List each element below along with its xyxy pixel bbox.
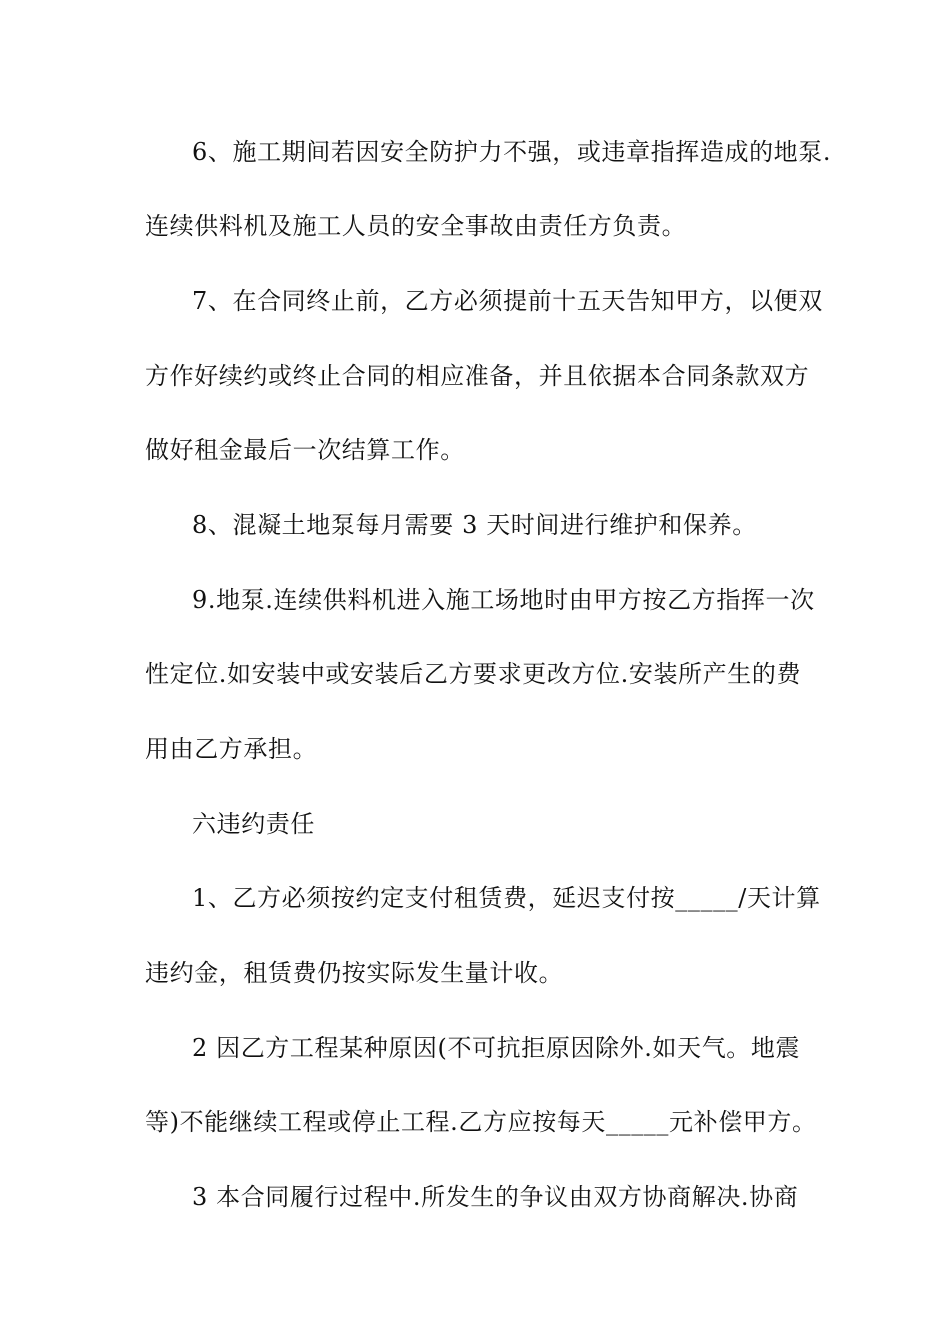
- clause-8-line-1: 8、混凝土地泵每月需要 3 天时间进行维护和保养。: [192, 511, 757, 539]
- breach-clause-1-line-2: 违约金，租赁费仍按实际发生量计收。: [145, 959, 564, 987]
- clause-9-line-1: 9.地泵.连续供料机进入施工场地时由甲方按乙方指挥一次: [192, 586, 815, 614]
- clause-6-line-1: 6、施工期间若因安全防护力不强，或违章指挥造成的地泵.: [192, 138, 832, 166]
- breach-clause-2-line-2: 等)不能继续工程或停止工程.乙方应按每天_____元补偿甲方。: [145, 1108, 817, 1136]
- clause-9-line-3: 用由乙方承担。: [145, 735, 318, 763]
- breach-clause-1-line-1: 1、乙方必须按约定支付租赁费，延迟支付按_____/天计算: [192, 884, 821, 912]
- breach-clause-3-line-1: 3 本合同履行过程中.所发生的争议由双方协商解决.协商: [192, 1183, 799, 1211]
- section-heading: 六违约责任: [192, 810, 315, 838]
- clause-9-line-2: 性定位.如安装中或安装后乙方要求更改方位.安装所产生的费: [145, 660, 802, 688]
- breach-clause-2-line-1: 2 因乙方工程某种原因(不可抗拒原因除外.如天气。地震: [192, 1034, 801, 1062]
- clause-7-line-1: 7、在合同终止前，乙方必须提前十五天告知甲方，以便双: [192, 287, 823, 315]
- clause-7-line-3: 做好租金最后一次结算工作。: [145, 436, 465, 464]
- clause-6-line-2: 连续供料机及施工人员的安全事故由责任方负责。: [145, 212, 687, 240]
- clause-7-line-2: 方作好续约或终止合同的相应准备，并且依据本合同条款双方: [145, 362, 810, 390]
